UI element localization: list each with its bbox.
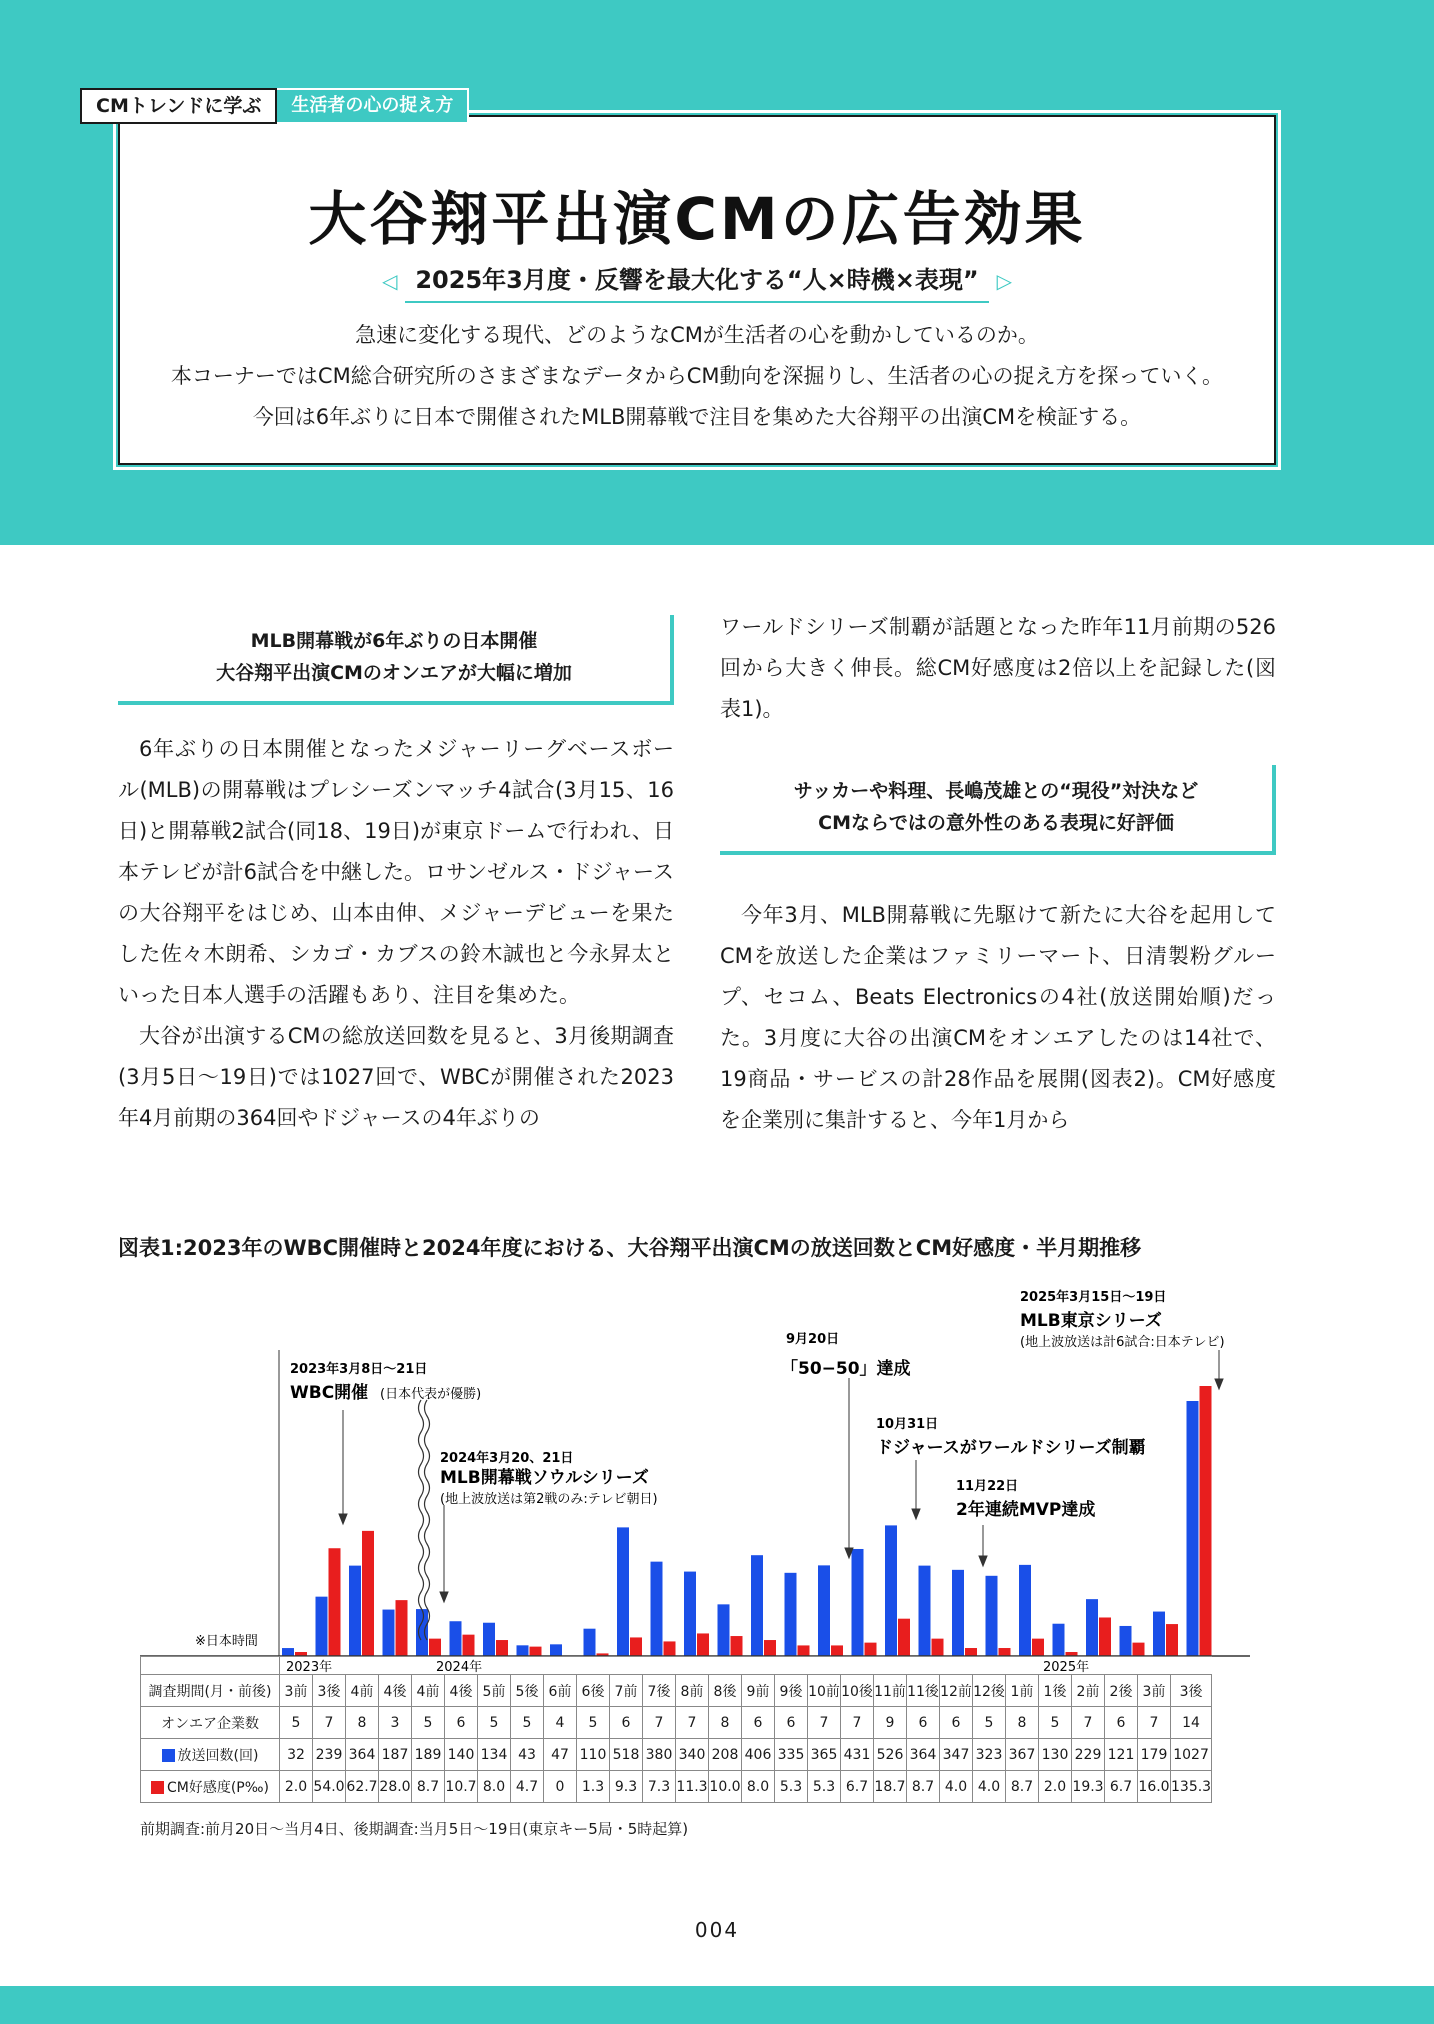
wbc-label: WBC開催 — [290, 1383, 369, 1403]
companies-cell: 8 — [346, 1707, 379, 1739]
period-cell: 3後 — [1171, 1675, 1212, 1707]
bar-favorability-4 — [429, 1639, 441, 1656]
period-cell: 4前 — [346, 1675, 379, 1707]
bar-favorability-18 — [898, 1619, 910, 1656]
broadcasts-cell: 431 — [841, 1739, 874, 1771]
bar-favorability-6 — [496, 1640, 508, 1656]
period-cell: 1後 — [1039, 1675, 1072, 1707]
bar-broadcasts-0 — [282, 1648, 294, 1656]
bar-favorability-10 — [630, 1637, 642, 1656]
heading-line: 大谷翔平出演CMのオンエアが大幅に増加 — [216, 662, 572, 684]
companies-cell: 7 — [313, 1707, 346, 1739]
favorability-cell: 11.3 — [676, 1771, 709, 1803]
period-cell: 8後 — [709, 1675, 742, 1707]
broadcasts-cell: 239 — [313, 1739, 346, 1771]
wbc-note: (日本代表が優勝) — [380, 1387, 482, 1402]
legend-blue-swatch — [162, 1749, 175, 1762]
seoul-date: 2024年3月20、21日 — [440, 1451, 574, 1466]
broadcasts-cell: 526 — [874, 1739, 907, 1771]
period-cell: 3後 — [313, 1675, 346, 1707]
period-cell: 12前 — [940, 1675, 973, 1707]
companies-cell: 7 — [676, 1707, 709, 1739]
bar-favorability-3 — [396, 1600, 408, 1656]
favorability-cell: 8.7 — [907, 1771, 940, 1803]
table-row-period — [141, 1675, 1212, 1707]
axis-break-icon — [419, 1400, 424, 1640]
favorability-cell: 6.7 — [1105, 1771, 1138, 1803]
bar-broadcasts-1 — [316, 1597, 328, 1656]
broadcasts-cell: 518 — [610, 1739, 643, 1771]
broadcasts-cell: 208 — [709, 1739, 742, 1771]
year-label-2024: 2024年 — [436, 1660, 483, 1675]
companies-cell: 9 — [874, 1707, 907, 1739]
bar-broadcasts-18 — [885, 1525, 897, 1656]
broadcasts-cell: 130 — [1039, 1739, 1072, 1771]
period-cell: 10前 — [808, 1675, 841, 1707]
bar-broadcasts-20 — [952, 1570, 964, 1656]
broadcasts-cell: 47 — [544, 1739, 577, 1771]
period-cell: 3前 — [1138, 1675, 1171, 1707]
broadcasts-cell: 229 — [1072, 1739, 1105, 1771]
companies-cell: 6 — [1105, 1707, 1138, 1739]
ws-label: ドジャースがワールドシリーズ制覇 — [876, 1438, 1146, 1458]
bar-broadcasts-14 — [751, 1555, 763, 1656]
favorability-cell: 135.3 — [1171, 1771, 1212, 1803]
favorability-cell: 8.0 — [478, 1771, 511, 1803]
time-note: ※日本時間 — [195, 1634, 258, 1649]
bar-favorability-17 — [865, 1643, 877, 1656]
arrow-head-icon — [1215, 1379, 1223, 1389]
favorability-cell: 6.7 — [841, 1771, 874, 1803]
wbc-date: 2023年3月8日〜21日 — [290, 1362, 428, 1377]
tag-secondary: 生活者の心の捉え方 — [277, 88, 469, 124]
favorability-cell: 4.0 — [973, 1771, 1006, 1803]
subtitle-text: 2025年3月度・反響を最大化する“人×時機×表現” — [405, 260, 988, 303]
heading-line: CMならではの意外性のある表現に好評価 — [818, 812, 1174, 834]
bar-broadcasts-19 — [919, 1566, 931, 1656]
period-cell: 9前 — [742, 1675, 775, 1707]
favorability-cell: 9.3 — [610, 1771, 643, 1803]
period-cell: 6前 — [544, 1675, 577, 1707]
period-cell: 7後 — [643, 1675, 676, 1707]
broadcasts-cell: 1027 — [1171, 1739, 1212, 1771]
bar-broadcasts-17 — [852, 1549, 864, 1656]
broadcasts-cell: 364 — [346, 1739, 379, 1771]
mvp-label: 2年連続MVP達成 — [956, 1500, 1096, 1520]
companies-cell: 7 — [808, 1707, 841, 1739]
bar-broadcasts-7 — [517, 1645, 529, 1656]
bar-broadcasts-6 — [483, 1623, 495, 1656]
fifty-date: 9月20日 — [786, 1332, 840, 1347]
bar-favorability-15 — [798, 1645, 810, 1656]
bar-favorability-20 — [965, 1648, 977, 1656]
bar-broadcasts-15 — [785, 1573, 797, 1656]
favorability-cell: 54.0 — [313, 1771, 346, 1803]
row-header-broadcasts — [141, 1739, 280, 1771]
mvp-date: 11月22日 — [956, 1479, 1019, 1494]
paragraph: 6年ぶりの日本開催となったメジャーリーグベースボール(MLB)の開幕戦はプレシーズンマッチ4試合(3月15、16日)と開幕戦2試合(同18、19日)が東京ドームで行われ、日本テレビが計6試合を中継した。ロサンゼルス・ドジャースの大谷翔平をはじめ、山本由伸、メジャーデビューを果たした佐々木朗希、シカゴ・カブスの鈴木誠也と今永昇太といった日本人選手の活躍もあり、注目を集めた。 — [118, 737, 674, 1007]
legend-red-swatch — [151, 1781, 164, 1794]
bar-favorability-12 — [697, 1633, 709, 1656]
tokyo-note: (地上波放送は計6試合:日本テレビ) — [1020, 1335, 1225, 1350]
bar-favorability-21 — [999, 1648, 1011, 1656]
paragraph: ワールドシリーズ制覇が話題となった昨年11月前期の526回から大きく伸長。総CM好感度は2倍以上を記録した(図表1)。 — [720, 615, 1276, 721]
arrow-head-icon — [979, 1556, 987, 1566]
lead-line: 本コーナーではCM総合研究所のさまざまなデータからCM動向を深掘りし、生活者の心の捉え方を探っていく。 — [170, 364, 1224, 388]
companies-cell: 5 — [973, 1707, 1006, 1739]
bar-broadcasts-9 — [584, 1629, 596, 1656]
favorability-cell: 5.3 — [775, 1771, 808, 1803]
companies-cell: 8 — [1006, 1707, 1039, 1739]
favorability-cell: 4.0 — [940, 1771, 973, 1803]
bar-broadcasts-10 — [617, 1527, 629, 1656]
companies-cell: 5 — [1039, 1707, 1072, 1739]
companies-cell: 4 — [544, 1707, 577, 1739]
broadcasts-cell: 380 — [643, 1739, 676, 1771]
bar-broadcasts-24 — [1086, 1599, 1098, 1656]
companies-cell: 6 — [907, 1707, 940, 1739]
companies-cell: 6 — [610, 1707, 643, 1739]
page-title: 大谷翔平出演CMの広告効果 — [308, 185, 1086, 253]
period-cell: 10後 — [841, 1675, 874, 1707]
broadcasts-cell: 43 — [511, 1739, 544, 1771]
bar-broadcasts-13 — [718, 1604, 730, 1656]
favorability-cell: 62.7 — [346, 1771, 379, 1803]
period-cell: 6後 — [577, 1675, 610, 1707]
bar-favorability-27 — [1200, 1386, 1212, 1656]
table-row-favorability — [141, 1771, 1212, 1803]
period-cell: 3前 — [280, 1675, 313, 1707]
bar-favorability-2 — [362, 1531, 374, 1656]
figure-footnote: 前期調査:前月20日〜当月4日、後期調査:当月5日〜19日(東京キー5局・5時起算) — [140, 1820, 689, 1838]
triangle-left-icon: ◁ — [381, 269, 398, 293]
favorability-cell: 0 — [544, 1771, 577, 1803]
arrow-head-icon — [440, 1592, 448, 1602]
lead-line: 急速に変化する現代、どのようなCMが生活者の心を動かしているのか。 — [355, 323, 1039, 347]
period-cell: 5後 — [511, 1675, 544, 1707]
favorability-cell: 4.7 — [511, 1771, 544, 1803]
bar-favorability-19 — [932, 1639, 944, 1656]
favorability-cell: 7.3 — [643, 1771, 676, 1803]
paragraph: 大谷が出演するCMの総放送回数を見ると、3月後期調査(3月5日〜19日)では1027回で、WBCが開催された2023年4月前期の364回やドジャースの4年ぶりの — [118, 1024, 674, 1130]
figure-title: 図表1:2023年のWBC開催時と2024年度における、大谷翔平出演CMの放送回数とCM好感度・半月期推移 — [118, 1236, 1142, 1260]
bar-broadcasts-21 — [986, 1576, 998, 1656]
companies-cell: 5 — [577, 1707, 610, 1739]
bar-broadcasts-12 — [684, 1572, 696, 1656]
broadcasts-cell: 365 — [808, 1739, 841, 1771]
companies-cell: 5 — [412, 1707, 445, 1739]
favorability-cell: 8.7 — [412, 1771, 445, 1803]
period-cell: 9後 — [775, 1675, 808, 1707]
broadcasts-cell: 187 — [379, 1739, 412, 1771]
broadcasts-cell: 134 — [478, 1739, 511, 1771]
favorability-cell: 2.0 — [280, 1771, 313, 1803]
bar-broadcasts-25 — [1120, 1626, 1132, 1656]
broadcasts-cell: 140 — [445, 1739, 478, 1771]
year-label-2023: 2023年 — [286, 1660, 333, 1675]
bar-broadcasts-2 — [349, 1566, 361, 1656]
broadcasts-cell: 340 — [676, 1739, 709, 1771]
favorability-cell: 8.0 — [742, 1771, 775, 1803]
bar-favorability-7 — [530, 1647, 542, 1656]
axis-break-icon — [425, 1400, 430, 1640]
period-cell: 8前 — [676, 1675, 709, 1707]
table-row-broadcasts — [141, 1739, 1212, 1771]
legend-favorability-label: CM好感度(P‰) — [166, 1779, 269, 1796]
table-row-companies — [141, 1707, 1212, 1739]
period-cell: 7前 — [610, 1675, 643, 1707]
bar-favorability-1 — [329, 1548, 341, 1656]
period-cell: 2前 — [1072, 1675, 1105, 1707]
bar-broadcasts-8 — [550, 1644, 562, 1656]
heading-line: MLB開幕戦が6年ぶりの日本開催 — [250, 630, 538, 652]
year-label-2025: 2025年 — [1043, 1660, 1090, 1675]
arrow-head-icon — [339, 1514, 347, 1524]
bar-favorability-14 — [764, 1640, 776, 1656]
period-cell: 4後 — [379, 1675, 412, 1707]
bar-favorability-11 — [664, 1641, 676, 1656]
ws-date: 10月31日 — [876, 1417, 939, 1432]
bar-favorability-13 — [731, 1636, 743, 1656]
seoul-note: (地上波放送は第2戦のみ:テレビ朝日) — [440, 1492, 658, 1507]
table-row-year — [141, 1657, 1212, 1675]
favorability-cell: 8.7 — [1006, 1771, 1039, 1803]
broadcasts-cell: 189 — [412, 1739, 445, 1771]
period-cell: 2後 — [1105, 1675, 1138, 1707]
companies-cell: 8 — [709, 1707, 742, 1739]
companies-cell: 6 — [940, 1707, 973, 1739]
fifty-label: 「50−50」達成 — [781, 1359, 911, 1379]
broadcasts-cell: 347 — [940, 1739, 973, 1771]
favorability-cell: 18.7 — [874, 1771, 907, 1803]
row-header-period: 調査期間(月・前後) — [141, 1675, 280, 1707]
companies-cell: 14 — [1171, 1707, 1212, 1739]
broadcasts-cell: 335 — [775, 1739, 808, 1771]
footer-band — [0, 1986, 1434, 2024]
period-cell: 4前 — [412, 1675, 445, 1707]
period-cell: 4後 — [445, 1675, 478, 1707]
companies-cell: 6 — [775, 1707, 808, 1739]
bar-broadcasts-27 — [1187, 1401, 1199, 1656]
bar-broadcasts-5 — [450, 1621, 462, 1656]
bar-broadcasts-11 — [651, 1562, 663, 1656]
companies-cell: 5 — [280, 1707, 313, 1739]
tokyo-date: 2025年3月15日〜19日 — [1020, 1290, 1167, 1305]
companies-cell: 7 — [1138, 1707, 1171, 1739]
favorability-cell: 10.0 — [709, 1771, 742, 1803]
section-tag — [80, 88, 469, 124]
bar-favorability-25 — [1133, 1643, 1145, 1656]
broadcasts-cell: 406 — [742, 1739, 775, 1771]
favorability-cell: 2.0 — [1039, 1771, 1072, 1803]
legend-broadcasts-label: 放送回数(回) — [177, 1747, 259, 1764]
companies-cell: 7 — [1072, 1707, 1105, 1739]
bar-favorability-16 — [831, 1645, 843, 1656]
tag-primary: CMトレンドに学ぶ — [80, 88, 277, 124]
broadcasts-cell: 179 — [1138, 1739, 1171, 1771]
period-cell: 12後 — [973, 1675, 1006, 1707]
period-cell: 1前 — [1006, 1675, 1039, 1707]
page-number: 004 — [694, 1918, 740, 1942]
companies-cell: 6 — [445, 1707, 478, 1739]
row-header-favorability — [141, 1771, 280, 1803]
companies-cell: 7 — [643, 1707, 676, 1739]
favorability-cell: 28.0 — [379, 1771, 412, 1803]
broadcasts-cell: 364 — [907, 1739, 940, 1771]
broadcasts-cell: 110 — [577, 1739, 610, 1771]
bar-broadcasts-22 — [1019, 1565, 1031, 1656]
broadcasts-cell: 32 — [280, 1739, 313, 1771]
companies-cell: 7 — [841, 1707, 874, 1739]
bar-favorability-24 — [1099, 1617, 1111, 1656]
paragraph: 今年3月、MLB開幕戦に先駆けて新たに大谷を起用してCMを放送した企業はファミリーマート、日清製粉グループ、セコム、Beats Electronicsの4社(放送開始順)だった。3月度に大谷の出演CMをオンエアしたのは14社で、19商品・サービスの計28作品を展開(図表2)。CM好感度を企業別に集計すると、今年1月から — [720, 903, 1276, 1132]
companies-cell: 5 — [478, 1707, 511, 1739]
favorability-cell: 5.3 — [808, 1771, 841, 1803]
period-cell: 11後 — [907, 1675, 940, 1707]
favorability-cell: 16.0 — [1138, 1771, 1171, 1803]
companies-cell: 5 — [511, 1707, 544, 1739]
bar-broadcasts-26 — [1153, 1612, 1165, 1656]
tokyo-label: MLB東京シリーズ — [1020, 1311, 1162, 1331]
row-header-companies: オンエア企業数 — [141, 1707, 280, 1739]
bar-favorability-5 — [463, 1635, 475, 1656]
broadcasts-cell: 367 — [1006, 1739, 1039, 1771]
bar-broadcasts-16 — [818, 1565, 830, 1656]
arrow-head-icon — [912, 1509, 920, 1519]
broadcasts-cell: 323 — [973, 1739, 1006, 1771]
period-cell: 11前 — [874, 1675, 907, 1707]
favorability-cell: 10.7 — [445, 1771, 478, 1803]
lead-line: 今回は6年ぶりに日本で開催されたMLB開幕戦で注目を集めた大谷翔平の出演CMを検証する。 — [252, 405, 1142, 429]
period-cell: 5前 — [478, 1675, 511, 1707]
bar-broadcasts-3 — [383, 1610, 395, 1656]
data-table — [140, 1656, 1212, 1803]
heading-line: サッカーや料理、長嶋茂雄との“現役”対決など — [793, 780, 1199, 802]
bar-favorability-22 — [1032, 1639, 1044, 1656]
favorability-cell: 1.3 — [577, 1771, 610, 1803]
bar-broadcasts-4 — [416, 1609, 428, 1656]
bar-favorability-26 — [1166, 1624, 1178, 1656]
favorability-cell: 19.3 — [1072, 1771, 1105, 1803]
bar-broadcasts-23 — [1053, 1624, 1065, 1656]
broadcasts-cell: 121 — [1105, 1739, 1138, 1771]
companies-cell: 6 — [742, 1707, 775, 1739]
triangle-right-icon: ▷ — [996, 269, 1013, 293]
companies-cell: 3 — [379, 1707, 412, 1739]
seoul-label: MLB開幕戦ソウルシリーズ — [440, 1468, 649, 1488]
